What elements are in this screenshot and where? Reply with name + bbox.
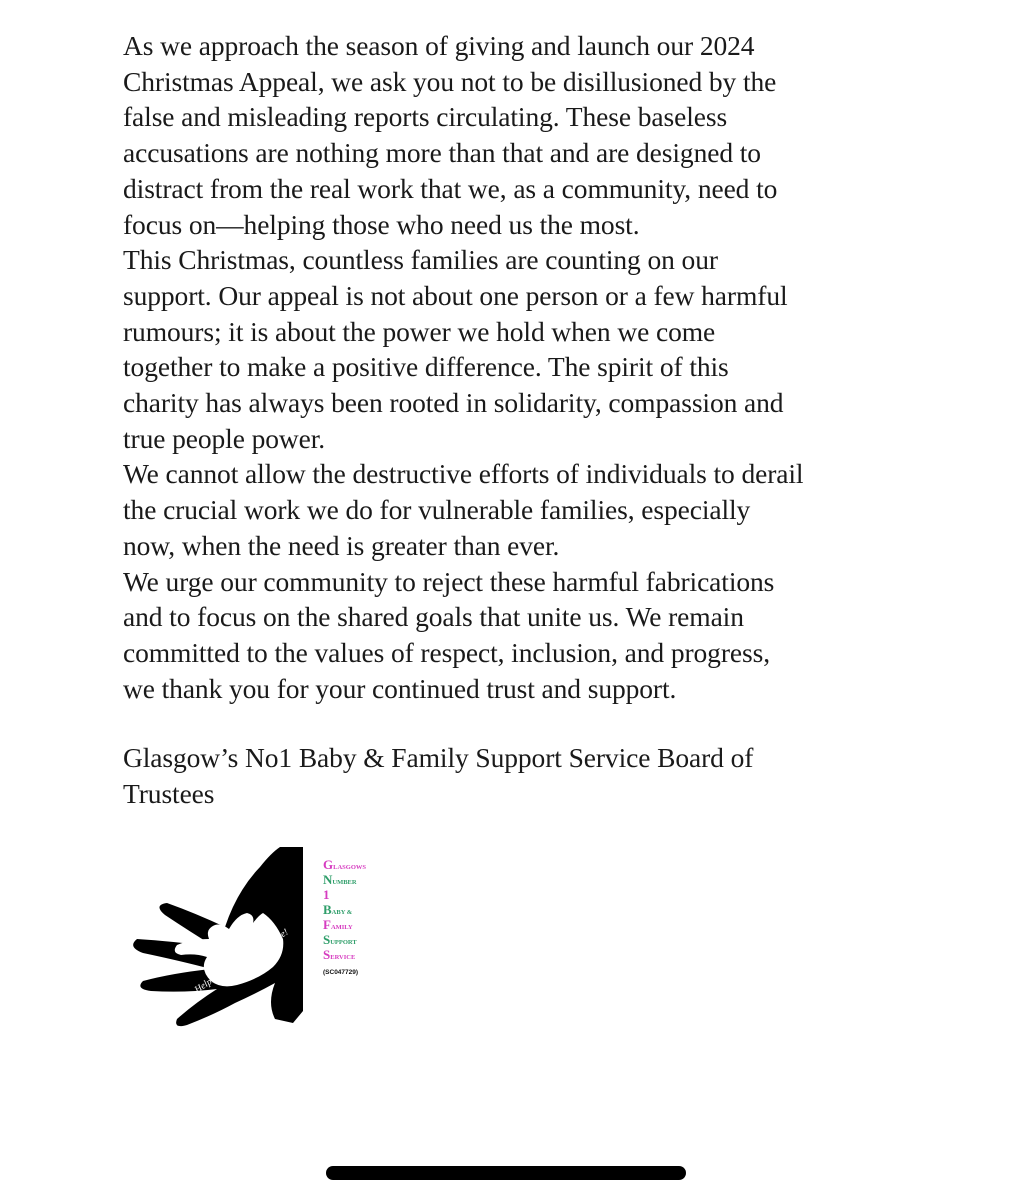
logo-charity-name [323,857,366,962]
charity-logo [125,843,385,1033]
home-indicator-bar[interactable] [326,1166,686,1180]
logo-name-line: GLASGOWS [323,857,366,872]
logo-tagline: Helping Hands Don't Judge! [193,927,291,996]
paragraph-families: This Christmas, countless families are counting on our support. Our appeal is not about one person or a few harmful rumours; it is about the power we hold when we come together to make a positive difference. The spirit of this charity has always been rooted in solidarity, compassion and true people power. [123,244,788,454]
logo-name-line: BABY & [323,902,353,917]
logo-name-line: SERVICE [323,947,356,962]
hands-logo-graphic [125,843,385,1033]
paragraph-destructive-efforts: We cannot allow the destructive efforts of individuals to derail the crucial work we do for vulnerable families, especially now, when the need is greater than ever. [123,458,804,561]
logo-charity-number: (SC047729) [323,969,359,976]
paragraph-appeal-intro: As we approach the season of giving and launch our 2024 Christmas Appeal, we ask you not to be disillusioned by the false and misleading reports circulating. These baseless accusations are nothing more than that and are designed to distract from the real work that we, as a community, need to focus on—helping those who need us the most. [123,30,778,240]
paragraph-community-urge: We urge our community to reject these harmful fabrications and to focus on the shared goals that unite us. We remain committed to the values of respect, inclusion, and progress, we thank you for your continued trust and support. [123,565,775,704]
logo-name-line: FAMILY [323,917,353,932]
logo-name-line: NUMBER [323,872,357,887]
letter-body [123,28,923,812]
logo-name-line: 1 [323,887,330,902]
signature: Glasgow’s No1 Baby & Family Support Service Board of Trustees [123,742,754,810]
logo-name-line: SUPPORT [323,932,357,947]
